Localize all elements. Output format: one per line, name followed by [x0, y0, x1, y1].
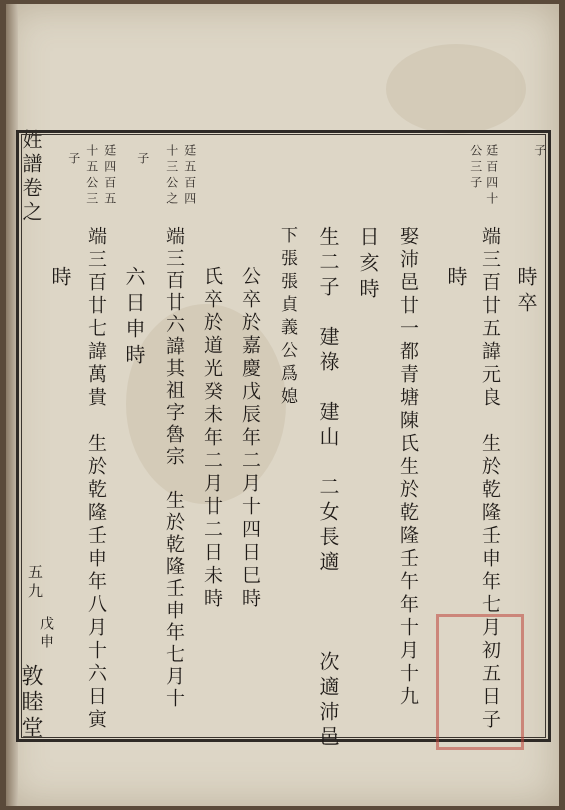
margin-page-number: 五九	[26, 564, 44, 602]
top-note-3: 子	[135, 152, 150, 168]
text-column-11: 六日申時	[122, 266, 146, 370]
top-note-1: 子	[532, 144, 547, 160]
text-column-2: 端三百廿五諱元良 生於乾隆壬申年七月初五日子	[479, 226, 501, 732]
margin-hall-name: 敦睦堂	[18, 664, 43, 742]
top-note-2a: 廷百四十	[484, 144, 499, 208]
text-column-10: 端三百廿六諱其祖字魯宗 生於乾隆壬申年七月十	[163, 226, 185, 710]
red-library-seal	[436, 614, 524, 750]
top-note-6a: 廷四百五	[102, 144, 117, 208]
text-column-13: 時	[48, 266, 72, 292]
margin-title: 姓譜卷之	[19, 129, 43, 225]
top-note-4a: 廷五百四	[182, 144, 197, 208]
text-column-5: 日亥時	[356, 226, 380, 304]
genealogy-page	[6, 4, 559, 806]
text-column-4: 娶沛邑廿一都青塘陳氏生於乾隆壬午年十月十九	[397, 226, 419, 709]
paper-stain	[386, 44, 526, 134]
text-column-1: 時卒	[514, 266, 538, 318]
text-column-7: 下張張貞義公爲媳	[277, 226, 297, 410]
text-column-3: 時	[444, 266, 468, 292]
margin-hall-label: 戊申	[38, 616, 54, 652]
top-note-4b: 十三公之	[164, 144, 179, 208]
text-column-9: 氏卒於道光癸未年二月廿二日未時	[201, 266, 223, 611]
text-column-8: 公卒於嘉慶戊辰年二月十四日巳時	[239, 266, 261, 611]
top-note-6b: 十五公三	[84, 144, 99, 208]
text-column-12: 端三百廿七諱萬貴 生於乾隆壬申年八月十六日寅	[85, 226, 107, 732]
top-note-5: 子	[66, 152, 81, 168]
text-column-6: 生二子 建祿 建山 二女長適 次適沛邑	[316, 226, 340, 751]
top-note-2b: 公三子	[468, 144, 483, 192]
